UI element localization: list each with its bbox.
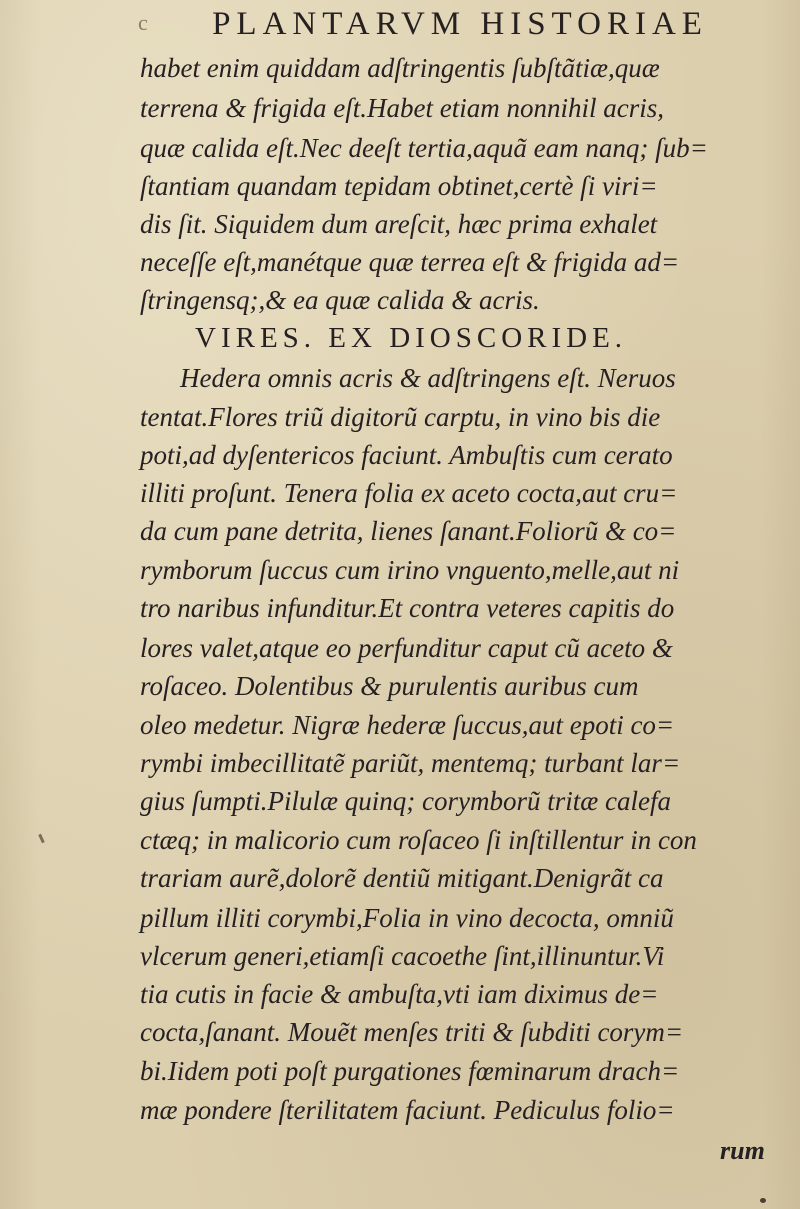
- text-line: Hedera omnis acris & adſtringens eſt. Neruos: [180, 363, 676, 393]
- text-line: trariam aurẽ,dolorẽ dentiũ mitigant.Denigrãt ca: [140, 863, 664, 893]
- text-line: quæ calida eſt.Nec deeſt tertia,aquã eam nanq; ſub=: [140, 133, 708, 163]
- text-line: lores valet,atque eo perfunditur caput cũ aceto &: [140, 633, 673, 663]
- text-line: da cum pane detrita, lienes ſanant.Foliorũ & co=: [140, 516, 677, 546]
- text-line: dis ſit. Siquidem dum areſcit, hæc prima exhalet: [140, 209, 658, 239]
- text-line: vlcerum generi,etiamſi cacoethe ſint,illinuntur.Vi: [140, 941, 665, 971]
- ink-speck: [760, 1198, 766, 1203]
- text-line: gius ſumpti.Pilulæ quinq; corymborũ tritæ calefa: [140, 786, 671, 816]
- text-line: ctæq; in malicorio cum roſaceo ſi inſtillentur in con: [140, 825, 697, 855]
- text-line: roſaceo. Dolentibus & purulentis auribus cum: [140, 671, 639, 701]
- text-line: terrena & frigida eſt.Habet etiam nonnihil acris,: [140, 93, 664, 123]
- text-line: bi.Iidem poti poſt purgationes fœminarum drach=: [140, 1056, 680, 1086]
- corner-mark: c: [138, 10, 148, 35]
- text-line: ſtantiam quandam tepidam obtinet,certè ſi viri=: [140, 171, 658, 201]
- text-line: poti,ad dyſentericos faciunt. Ambuſtis cum cerato: [140, 440, 673, 470]
- text-line: oleo medetur. Nigræ hederæ ſuccus,aut epoti co=: [140, 710, 675, 740]
- text-line: mæ pondere ſterilitatem faciunt. Pediculus folio=: [140, 1095, 675, 1125]
- text-line: illiti proſunt. Tenera folia ex aceto cocta,aut cru=: [140, 478, 678, 508]
- text-line: tentat.Flores triũ digitorũ carptu, in vino bis die: [140, 402, 661, 432]
- text-line: ſtringensq;,& ea quæ calida & acris.: [140, 285, 540, 315]
- text-line: tro naribus infunditur.Et contra veteres capitis do: [140, 593, 675, 623]
- text-line: neceſſe eſt,manétque quæ terrea eſt & frigida ad=: [140, 247, 680, 277]
- section-heading: VIRES. EX DIOSCORIDE.: [195, 322, 628, 354]
- text-line: rymbi imbecillitatẽ pariũt, mentemq; turbant lar=: [140, 748, 681, 778]
- text-line: habet enim quiddam adſtringentis ſubſtãtiæ,quæ: [140, 53, 660, 83]
- catchword: rum: [720, 1136, 765, 1165]
- running-header: PLANTARVM HISTORIAE: [212, 5, 708, 42]
- text-line: cocta,ſanant. Mouẽt menſes triti & ſubditi corym=: [140, 1017, 684, 1047]
- text-line: tia cutis in facie & ambuſta,vti iam diximus de=: [140, 979, 659, 1009]
- text-line: rymborum ſuccus cum irino vnguento,melle,aut ni: [140, 555, 680, 585]
- margin-mark: [38, 834, 45, 843]
- text-line: pillum illiti corymbi,Folia in vino decocta, omniũ: [140, 903, 674, 933]
